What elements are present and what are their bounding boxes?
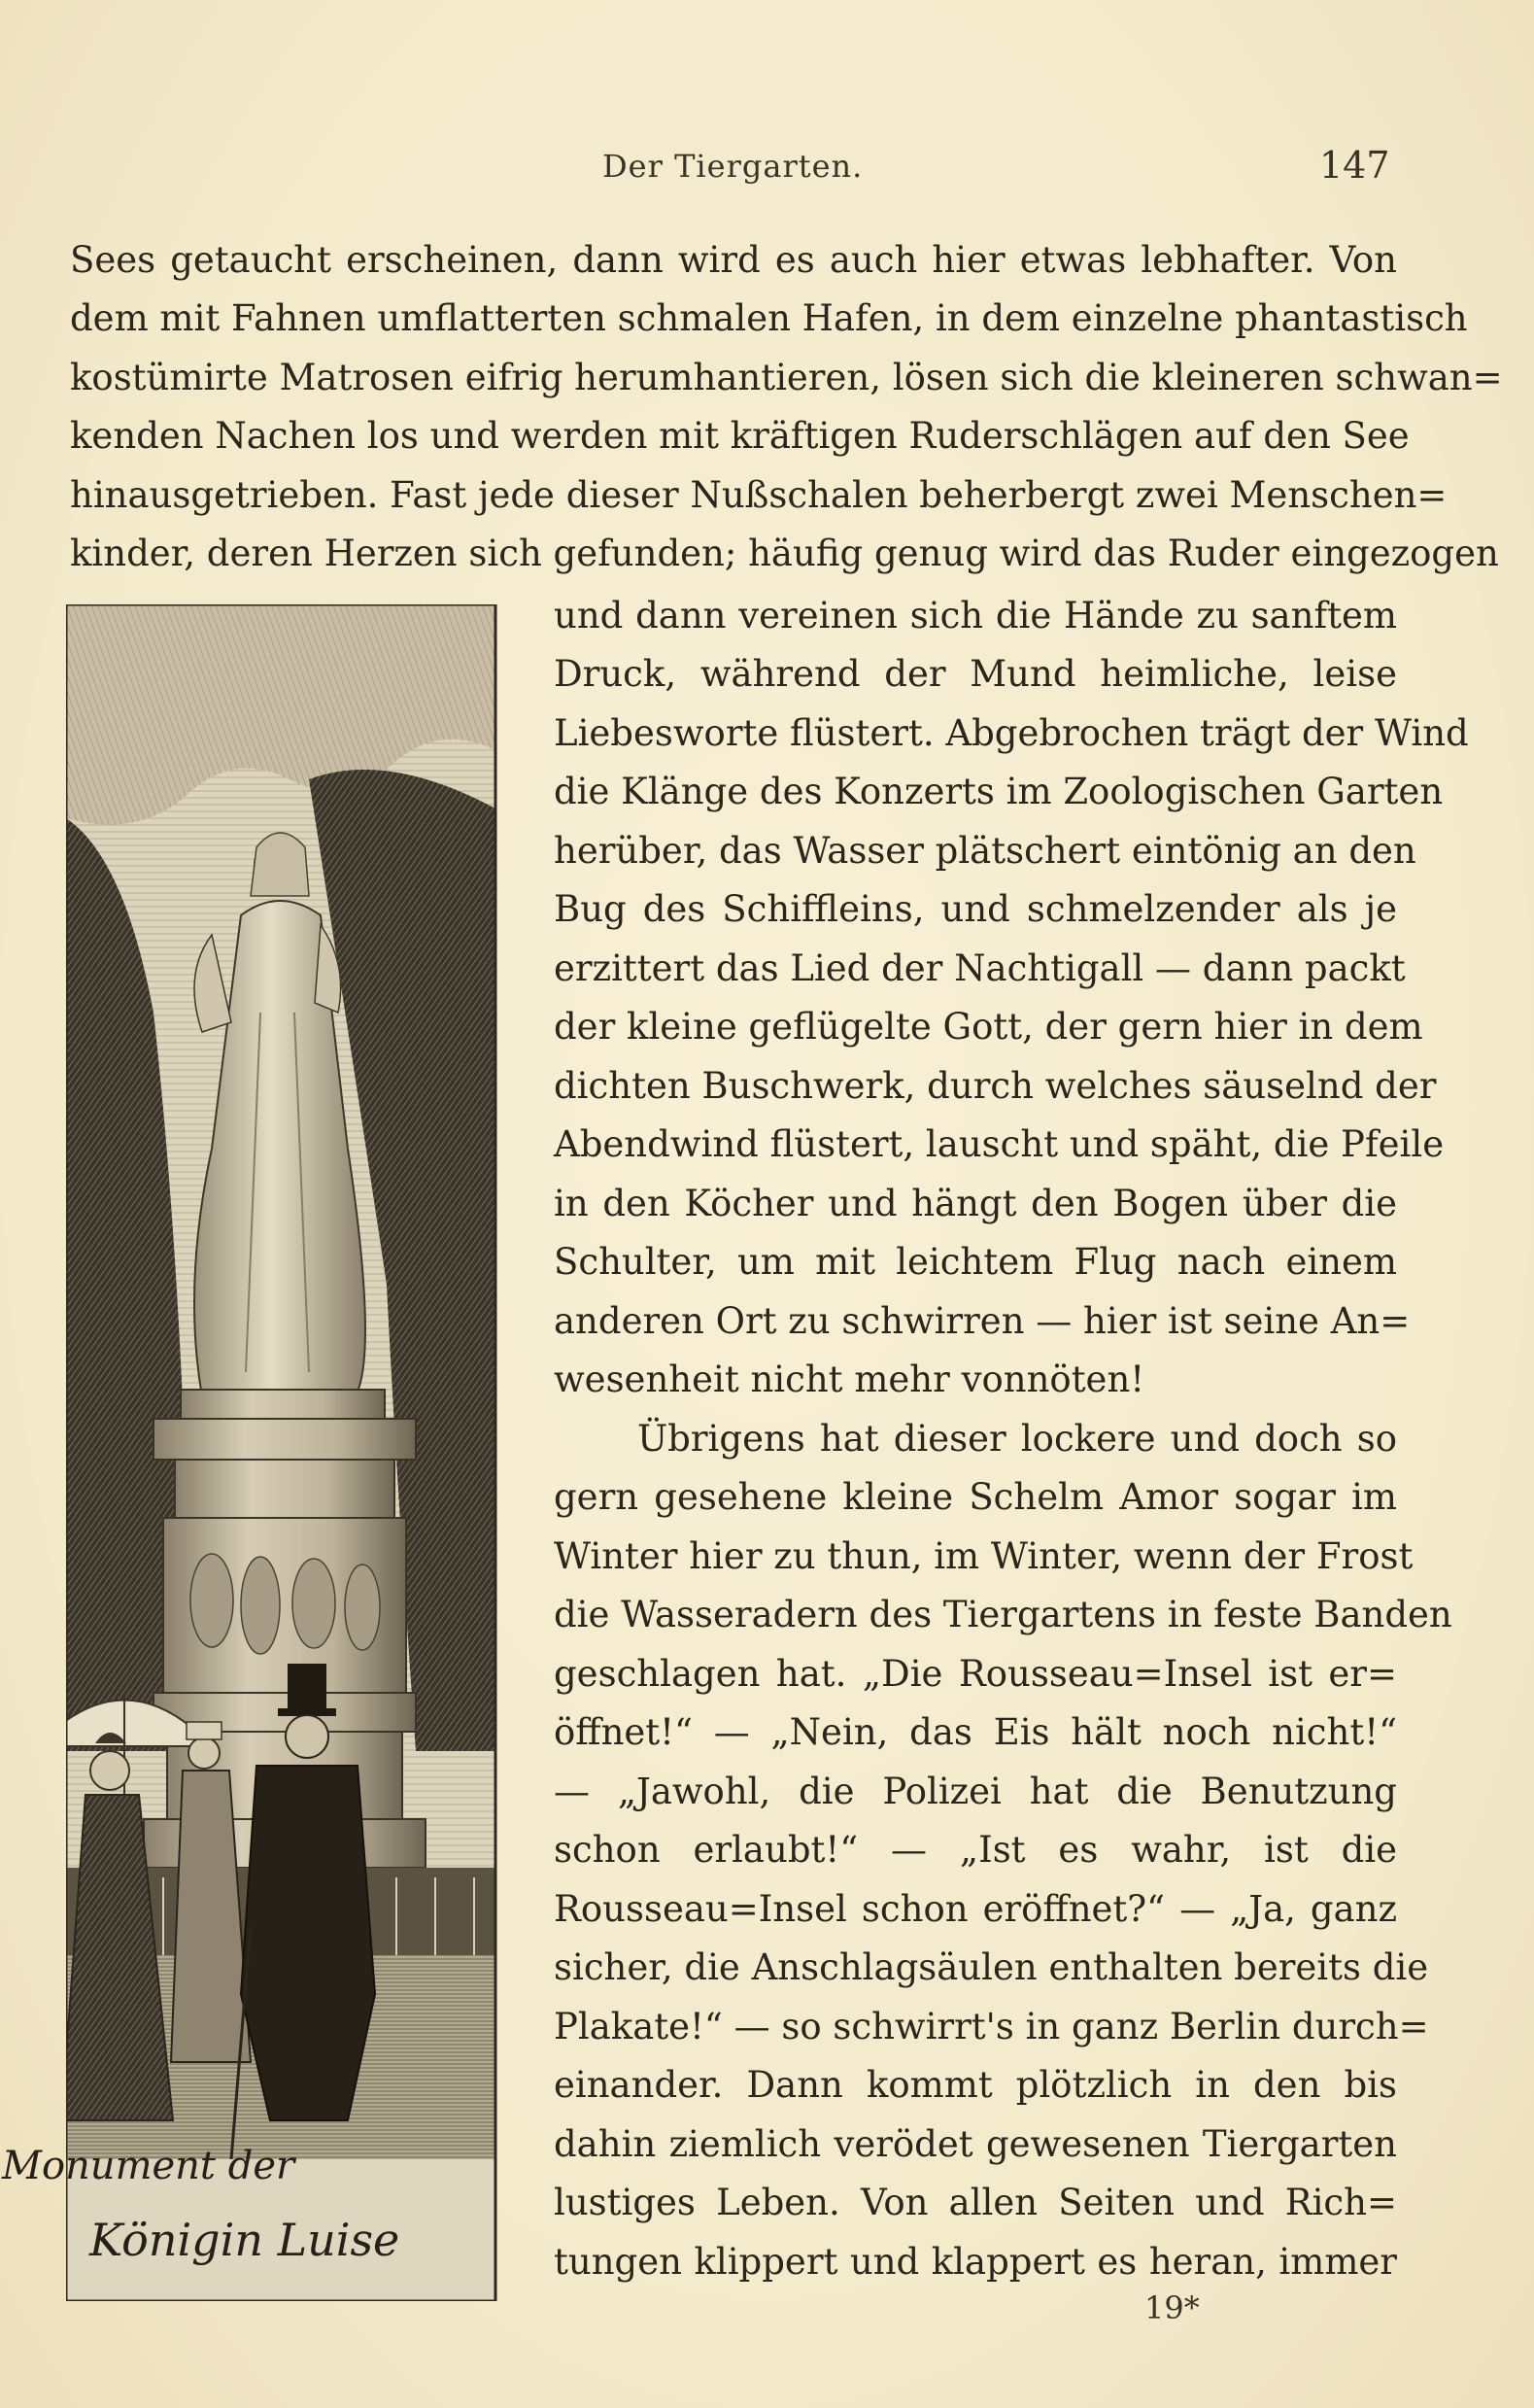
text-line: wesenheit nicht mehr vonnöten! <box>554 1359 1145 1400</box>
text-line: die Wasseradern des Tiergartens in feste Banden <box>554 1594 1452 1635</box>
text-line: und dann vereinen sich die Hände zu sanftem <box>554 595 1397 636</box>
text-line: Plakate!“ — so schwirrt's in ganz Berlin durch= <box>554 2006 1429 2047</box>
caption-line-1: Monument der <box>2 2144 295 2188</box>
signature-mark: 19* <box>1144 2289 1200 2326</box>
running-head: Der Tiergarten. <box>602 148 864 185</box>
text-line: Sees getaucht erscheinen, dann wird es auch hier etwas lebhafter. Von <box>70 239 1397 281</box>
text-line: kostümirte Matrosen eifrig herumhantieren, lösen sich die kleineren schwan= <box>70 357 1503 398</box>
text-line: erzittert das Lied der Nachtigall — dann packt <box>554 947 1406 989</box>
text-line: tungen klippert und klappert es heran, immer <box>554 2241 1397 2283</box>
text-line: Winter hier zu thun, im Winter, wenn der Frost <box>554 1535 1414 1577</box>
text-line: öffnet!“ — „Nein, das Eis hält noch nicht!“ <box>554 1711 1397 1753</box>
text-line: gern gesehene kleine Schelm Amor sogar im <box>554 1476 1397 1518</box>
text-line: geschlagen hat. „Die Rousseau=Insel ist er= <box>554 1653 1397 1695</box>
text-line: kenden Nachen los und werden mit kräftigen Ruderschlägen auf den See <box>70 415 1410 457</box>
text-line: hinausgetrieben. Fast jede dieser Nußschalen beherbergt zwei Menschen= <box>70 474 1448 516</box>
page-number: 147 <box>1319 144 1390 187</box>
text-line: sicher, die Anschlagsäulen enthalten bereits die <box>554 1946 1429 1988</box>
text-line: dahin ziemlich verödet gewesenen Tiergarten <box>554 2123 1397 2165</box>
text-line: in den Köcher und hängt den Bogen über die <box>554 1183 1397 1224</box>
text-line: Abendwind flüstert, lauscht und späht, die Pfeile <box>554 1123 1445 1165</box>
text-line: Schulter, um mit leichtem Flug nach einem <box>554 1241 1397 1283</box>
text-line: Rousseau=Insel schon eröffnet?“ — „Ja, ganz <box>554 1888 1397 1930</box>
text-line: lustiges Leben. Von allen Seiten und Rich= <box>554 2182 1397 2223</box>
text-line: Bug des Schiffleins, und schmelzender als je <box>554 888 1397 930</box>
text-line: anderen Ort zu schwirren — hier ist seine An= <box>554 1300 1411 1342</box>
statue-engraving-icon <box>2 604 503 2301</box>
text-line: dichten Buschwerk, durch welches säuselnd der <box>554 1065 1437 1107</box>
text-line: kinder, deren Herzen sich gefunden; häufig genug wird das Ruder eingezogen <box>70 533 1499 574</box>
text-line-indented: Übrigens hat dieser lockere und doch so <box>637 1418 1397 1460</box>
caption-line-2: Königin Luise <box>89 2214 400 2266</box>
text-line: der kleine geflügelte Gott, der gern hier in dem <box>554 1006 1423 1048</box>
text-line: dem mit Fahnen umflatterten schmalen Hafen, in dem einzelne phantastisch <box>70 297 1468 339</box>
text-line: einander. Dann kommt plötzlich in den bis <box>554 2064 1397 2106</box>
text-line: schon erlaubt!“ — „Ist es wahr, ist die <box>554 1829 1397 1871</box>
text-line: Liebesworte flüstert. Abgebrochen trägt der Wind <box>554 712 1469 754</box>
text-line: Druck, während der Mund heimliche, leise <box>554 653 1397 695</box>
text-line: die Klänge des Konzerts im Zoologischen Garten <box>554 771 1444 812</box>
text-line: — „Jawohl, die Polizei hat die Benutzung <box>554 1771 1397 1812</box>
engraving-svg <box>66 604 503 2301</box>
text-line: herüber, das Wasser plätschert eintönig an den <box>554 830 1416 872</box>
